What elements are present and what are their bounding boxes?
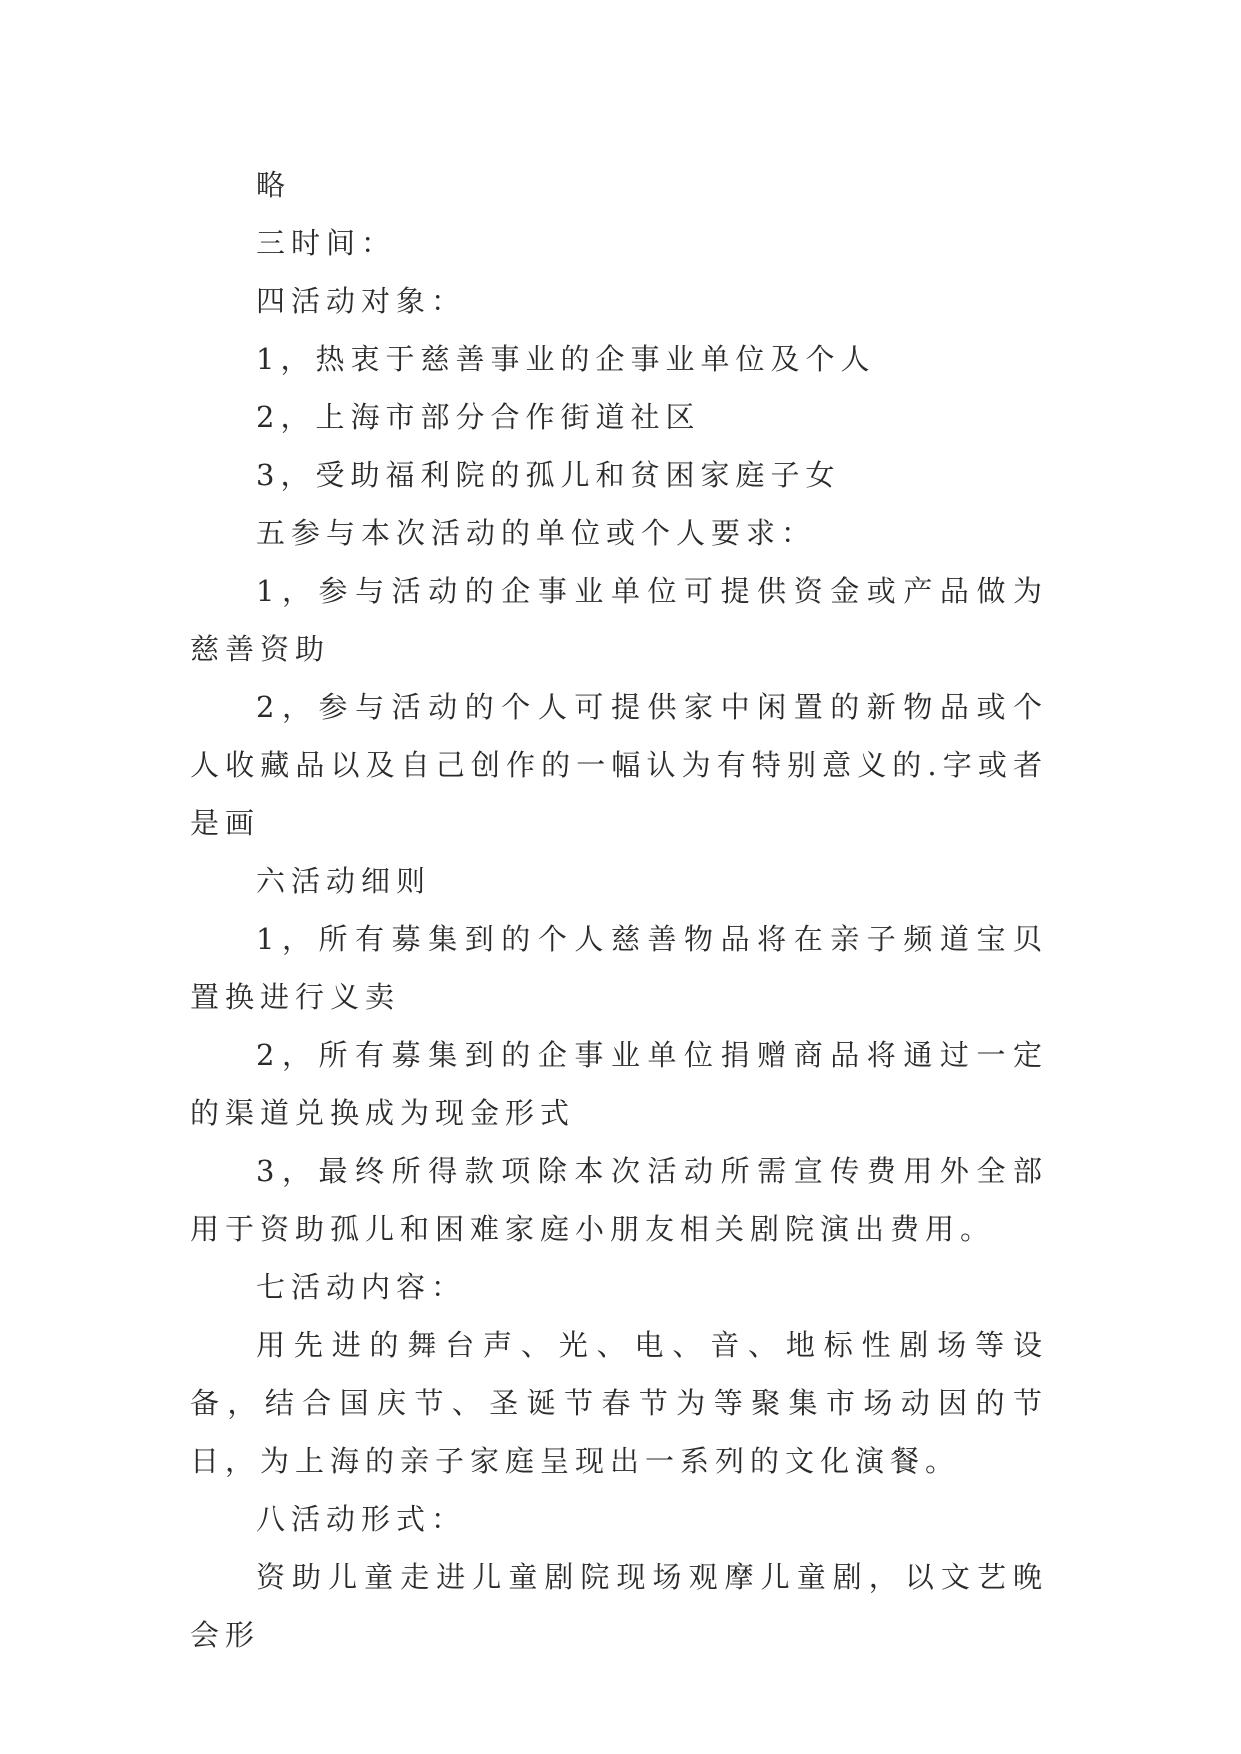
- paragraph: 1，参与活动的企事业单位可提供资金或产品做为慈善资助: [190, 574, 1048, 666]
- paragraph: 2，参与活动的个人可提供家中闲置的新物品或个人收藏品以及自己创作的一幅认为有特别意义的.字或者是画: [190, 690, 1048, 840]
- paragraph: 七活动内容：: [256, 1270, 467, 1304]
- paragraph: 四活动对象：: [256, 284, 467, 318]
- paragraph: 3，最终所得款项除本次活动所需宣传费用外全部用于资助孤儿和困难家庭小朋友相关剧院演出费用。: [190, 1154, 1048, 1246]
- paragraph: 2，上海市部分合作街道社区: [256, 400, 701, 434]
- paragraph: 五参与本次活动的单位或个人要求：: [256, 516, 817, 550]
- paragraph: 资助儿童走进儿童剧院现场观摩儿童剧，以文艺晚会形: [190, 1560, 1048, 1652]
- paragraph: 1，所有募集到的个人慈善物品将在亲子频道宝贝置换进行义卖: [190, 922, 1048, 1014]
- paragraph: 3，受助福利院的孤儿和贫困家庭子女: [256, 458, 841, 492]
- paragraph: 1，热衷于慈善事业的企事业单位及个人: [256, 342, 876, 376]
- paragraph: 用先进的舞台声、光、电、音、地标性剧场等设备，结合国庆节、圣诞节春节为等聚集市场动因的节日，为上海的亲子家庭呈现出一系列的文化演餐。: [190, 1328, 1048, 1478]
- paragraph: 三时间：: [256, 226, 397, 260]
- paragraph: 六活动细则: [256, 864, 432, 898]
- document-body: [190, 156, 1048, 1664]
- paragraph: 八活动形式：: [256, 1502, 467, 1536]
- paragraph: 略: [256, 168, 292, 202]
- paragraph: 2，所有募集到的企事业单位捐赠商品将通过一定的渠道兑换成为现金形式: [190, 1038, 1048, 1130]
